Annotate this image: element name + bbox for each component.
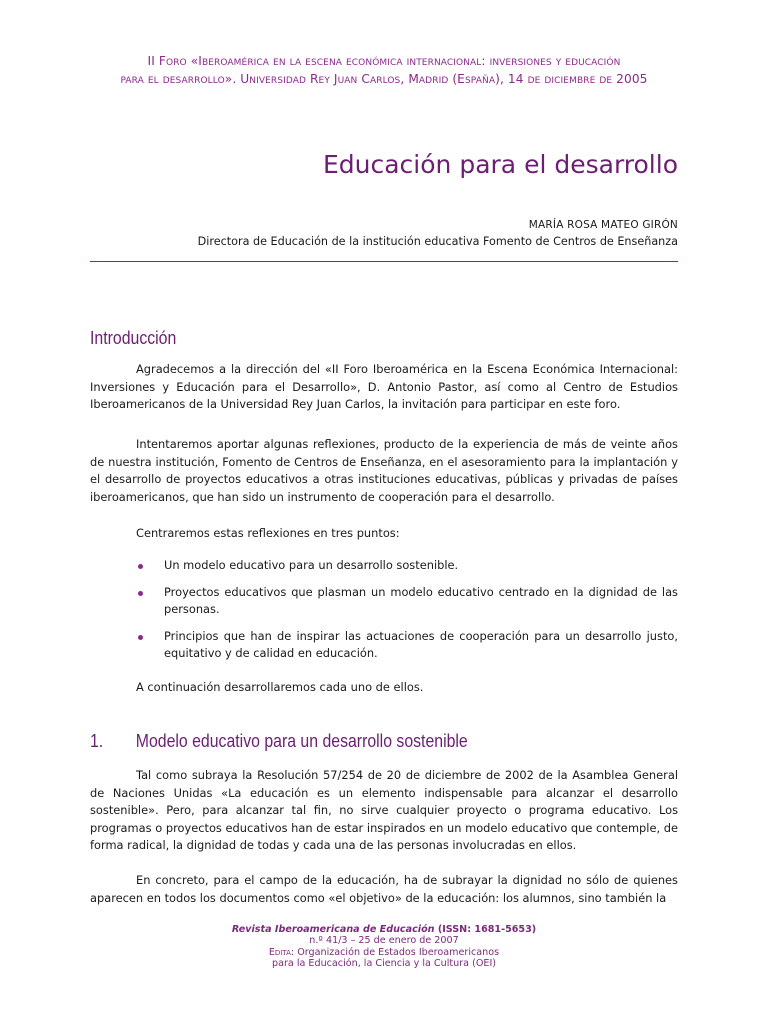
intro-paragraph-3: Centraremos estas reflexiones en tres puntos: (136, 526, 400, 540)
intro-paragraph-2: Intentaremos aportar algunas reflexiones, producto de la experiencia de más de veinte años de nuestra institución, Fomento de Centros de Enseñanza, en el asesoramiento para la implantación y el desarrollo de proyectos educativos a otras instituciones educativas, públicas y privadas de países iberoamericanos, que han sido un instrumento de cooperación para el desarrollo. (90, 437, 678, 504)
list-item: Principios que han de inspirar las actuaciones de cooperación para un desarrollo justo, equitativo y de calidad en educación. (90, 628, 678, 663)
header-line-1: II Foro «Iberoamérica en la escena económica internacional: inversiones y educación (147, 54, 621, 68)
author-affiliation: Directora de Educación de la institución educativa Fomento de Centros de Enseñanza (197, 235, 678, 248)
bullet-icon (138, 635, 143, 640)
section-number: 1. (90, 731, 104, 751)
footer-publisher-line-2: para la Educación, la Ciencia y la Cultura (OEI) (271, 958, 497, 970)
header-line-2: para el desarrollo». Universidad Rey Juan Carlos, Madrid (España), 14 de diciembre de 2005 (120, 72, 648, 86)
edita-label: Edita (268, 946, 291, 958)
footer-issue: n.º 41/3 – 25 de enero de 2007 (309, 935, 459, 947)
journal-name: Revista Iberoamericana de Educación (231, 924, 435, 935)
intro-paragraph-1: Agradecemos a la dirección del «II Foro Iberoamérica en la Escena Económica Internacional: Inversiones y Educación para el Desarrollo», D. Antonio Pastor, así como al Centro de Estudios Iberoamericanos de la Universidad Rey Juan Carlos, la invitación para participar en este foro. (90, 362, 678, 411)
section-1-paragraph-1: Tal como subraya la Resolución 57/254 de 20 de diciembre de 2002 de la Asamblea General de Naciones Unidas «La educación es un elemento indispensable para alcanzar el desarrollo sostenible». Pero, para alcanzar tal fin, no sirve cualquier proyecto o programa educativo. Los programas o proyectos educativos han de estar inspirados en un modelo educativo que contemple, de forma radical, la dignidad de todas y cada una de las personas involucradas en ellos. (90, 768, 678, 852)
author-name: MARÍA ROSA MATEO GIRÓN (528, 219, 678, 231)
section-1-paragraph-2: En concreto, para el campo de la educación, ha de subrayar la dignidad no sólo de quienes aparecen en todos los documentos como «el objetivo» de la educación: los alumnos, sino también la (90, 873, 678, 905)
list-item: Un modelo educativo para un desarrollo sostenible. (90, 557, 678, 575)
running-header (90, 52, 678, 88)
footer-publisher-line: Edita: Organización de Estados Iberoamericanos (268, 946, 500, 958)
bullet-icon (138, 591, 143, 596)
journal-issn: (ISSN: 1681-5653) (437, 924, 537, 935)
intro-heading: Introducción (90, 328, 177, 348)
section-1-heading (90, 731, 468, 752)
footer-journal-line (90, 924, 678, 935)
key-points-list (90, 557, 678, 672)
journal-footer (90, 924, 678, 970)
publisher-name: Organización de Estados Iberoamericanos (297, 946, 500, 958)
article-title: Educación para el desarrollo (322, 150, 678, 179)
title-divider (90, 261, 678, 262)
intro-paragraph-4: A continuación desarrollaremos cada uno de ellos. (136, 680, 424, 694)
section-title: Modelo educativo para un desarrollo sostenible (135, 731, 468, 751)
list-item: Proyectos educativos que plasman un modelo educativo centrado en la dignidad de las personas. (90, 584, 678, 619)
bullet-icon (138, 564, 143, 569)
